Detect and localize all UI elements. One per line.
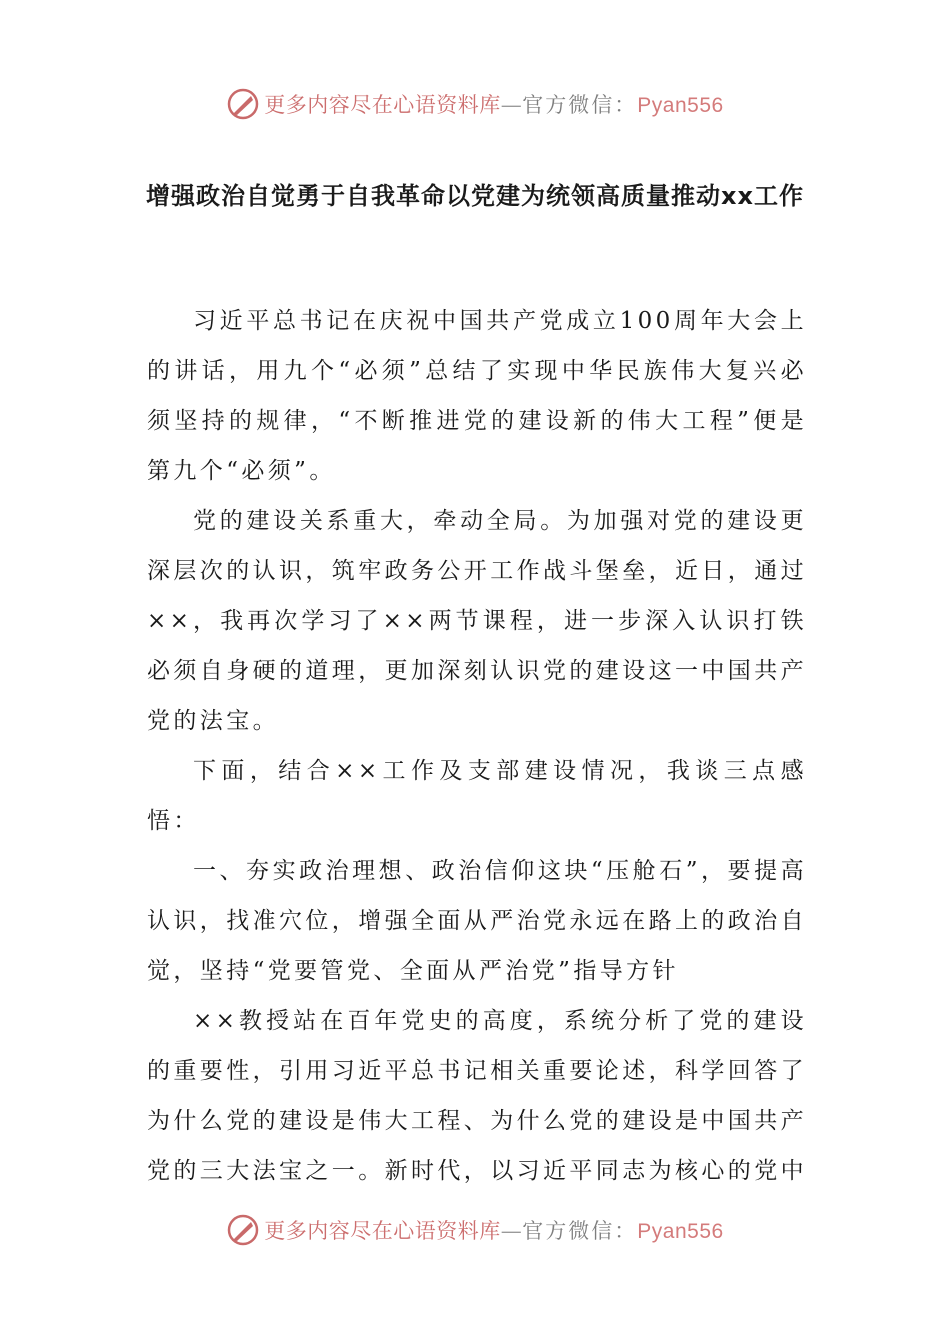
document-title: 增强政治自觉勇于自我革命以党建为统领高质量推动xx工作	[146, 182, 804, 210]
watermark-separator: —	[500, 93, 523, 117]
watermark-separator: —	[500, 1219, 523, 1243]
watermark-slogan: 更多内容尽在心语资料库	[264, 93, 501, 117]
paragraph: 党的建设关系重大，牵动全局。为加强对党的建设更深层次的认识，筑牢政务公开工作战斗堡垒，近日，通过××，我再次学习了××两节课程，进一步深入认识打铁必须自身硬的道理，更加深刻认识党的建设这一中国共产党的法宝。	[147, 508, 807, 734]
paragraph: 一、夯实政治理想、政治信仰这块“压舱石”，要提高认识，找准穴位，增强全面从严治党永远在路上的政治自觉，坚持“党要管党、全面从严治党”指导方针	[147, 858, 807, 984]
document-body	[147, 296, 807, 1196]
footer-watermark	[0, 1208, 950, 1252]
watermark-slogan: 更多内容尽在心语资料库	[264, 1219, 501, 1243]
header-watermark	[0, 82, 950, 126]
paragraph: ××教授站在百年党史的高度，系统分析了党的建设的重要性，引用习近平总书记相关重要论述，科学回答了为什么党的建设是伟大工程、为什么党的建设是中国共产党的三大法宝之一。新时代，以习近平同志为核心的党中	[147, 1008, 807, 1184]
watermark-text	[264, 89, 723, 119]
paragraph: 下面，结合××工作及支部建设情况，我谈三点感悟：	[147, 758, 807, 834]
quill-logo-icon	[226, 87, 260, 121]
watermark-wechat-label: 官方微信：	[522, 1219, 638, 1243]
watermark-wechat-id: Pyan556	[637, 94, 724, 117]
watermark-wechat-id: Pyan556	[637, 1220, 724, 1243]
paragraph: 习近平总书记在庆祝中国共产党成立100周年大会上的讲话，用九个“必须”总结了实现中华民族伟大复兴必须坚持的规律，“不断推进党的建设新的伟大工程”便是第九个“必须”。	[147, 308, 807, 484]
watermark-wechat-label: 官方微信：	[522, 93, 638, 117]
quill-logo-icon	[226, 1213, 260, 1247]
watermark-text	[264, 1215, 723, 1245]
